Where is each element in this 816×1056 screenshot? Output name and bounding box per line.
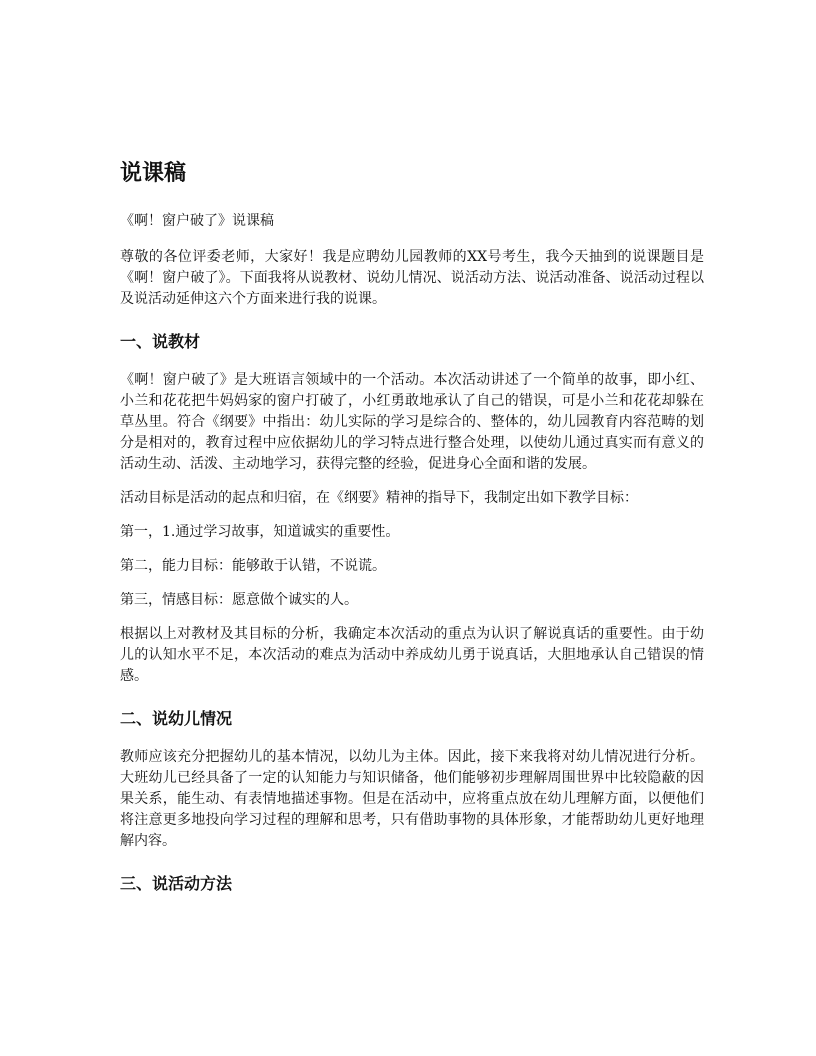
material-paragraph-1: 《啊！窗户破了》是大班语言领域中的一个活动。本次活动讲述了一个简单的故事，即小红、小兰和花花把牛妈妈家的窗户打破了，小红勇敢地承认了自己的错误，可是小兰和花花却躲在草丛里。符合《纲要》中指出：幼儿实际的学习是综合的、整体的，幼儿园教育内容范畴的划分是相对的，教育过程中应依据幼儿的学习特点进行整合处理，以使幼儿通过真实而有意义的活动生动、活泼、主动地学习，获得完整的经验，促进身心全面和谐的发展。 xyxy=(120,372,704,472)
document-title: 说课稿 xyxy=(120,161,187,186)
section-heading-teaching-material: 一、说教材 xyxy=(120,332,201,351)
goal-item-2: 第二，能力目标：能够敢于认错，不说谎。 xyxy=(120,558,386,574)
goal-item-3: 第三，情感目标：愿意做个诚实的人。 xyxy=(120,592,358,608)
material-paragraph-2: 活动目标是活动的起点和归宿，在《纲要》精神的指导下，我制定出如下教学目标： xyxy=(120,490,638,506)
children-paragraph-1: 教师应该充分把握幼儿的基本情况，以幼儿为主体。因此，接下来我将对幼儿情况进行分析。大班幼儿已经具备了一定的认知能力与知识储备，他们能够初步理解周围世界中比较隐蔽的因果关系，能生动、有表情地描述事物。但是在活动中，应将重点放在幼儿理解方面，以便他们将注意更多地投向学习过程的理解和思考，只有借助事物的具体形象，才能帮助幼儿更好地理解内容。 xyxy=(120,749,704,849)
material-paragraph-key-points: 根据以上对教材及其目标的分析，我确定本次活动的重点为认识了解说真话的重要性。由于幼儿的认知水平不足，本次活动的难点为活动中养成幼儿勇于说真话，大胆地承认自己错误的情感。 xyxy=(120,626,704,684)
intro-paragraph: 尊敬的各位评委老师，大家好！我是应聘幼儿园教师的XX号考生，我今天抽到的说课题目是《啊！窗户破了》。下面我将从说教材、说幼儿情况、说活动方法、说活动准备、说活动过程以及说活动延伸这六个方面来进行我的说课。 xyxy=(120,249,704,307)
section-heading-children: 二、说幼儿情况 xyxy=(120,709,233,728)
goal-item-1: 第一，1.通过学习故事，知道诚实的重要性。 xyxy=(120,524,400,540)
document-subtitle: 《啊！窗户破了》说课稿 xyxy=(120,213,274,229)
section-heading-methods: 三、说活动方法 xyxy=(120,874,233,893)
document-page xyxy=(120,158,704,912)
